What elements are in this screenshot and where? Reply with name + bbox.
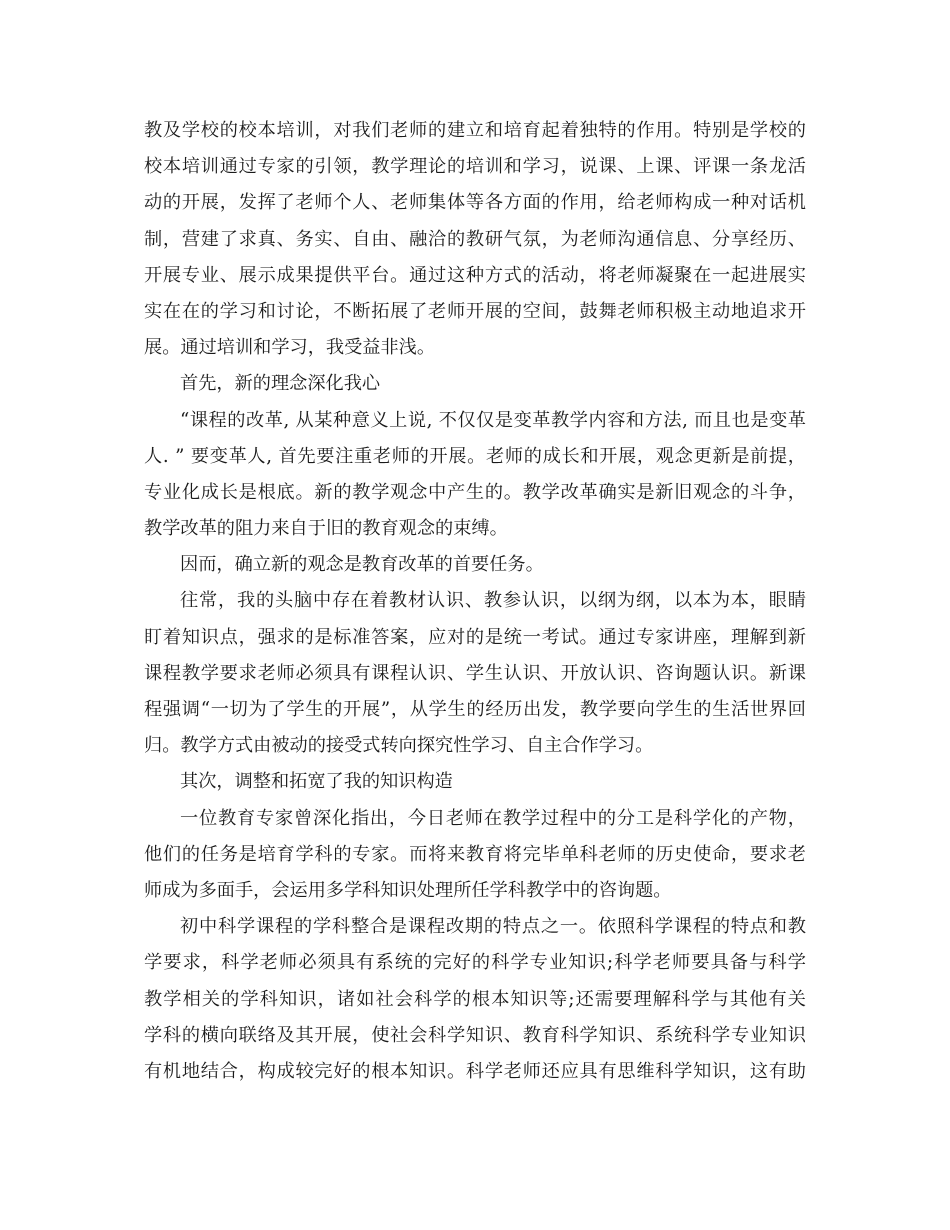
text-line: 师成为多面手，会运用多学科知识处理所任学科教学中的咨询题。	[144, 879, 672, 901]
text-line: 学科的横向联络及其开展，使社会科学知识、教育科学知识、系统科学专业知识	[144, 1024, 806, 1046]
text-line: 因而，确立新的观念是教育改革的首要任务。	[180, 554, 544, 576]
text-line: 其次，调整和拓宽了我的知识构造	[180, 771, 453, 793]
text-line: 初中科学课程的学科整合是课程改期的特点之一。依照科学课程的特点和教	[180, 916, 806, 938]
text-line: 教学改革的阻力来自于旧的教育观念的束缚。	[144, 518, 508, 540]
text-line: 学要求，科学老师必须具有系统的完好的科学专业知识;科学老师要具备与科学	[144, 952, 806, 974]
text-line: 往常，我的头脑中存在着教材认识、教参认识，以纲为纲，以本为本，眼睛	[180, 590, 806, 612]
text-line: 归。教学方式由被动的接受式转向探究性学习、自主合作学习。	[144, 735, 654, 757]
text-line: 一位教育专家曾深化指出，今日老师在教学过程中的分工是科学化的产物，	[180, 807, 806, 829]
text-line: 制，营建了求真、务实、自由、融洽的教研气氛，为老师沟通信息、分享经历、	[144, 228, 806, 250]
text-line: 他们的任务是培育学科的专家。而将来教育将完毕单科老师的历史使命，要求老	[144, 843, 806, 865]
document-body	[144, 113, 806, 1090]
text-line: 开展专业、展示成果提供平台。通过这种方式的活动，将老师凝聚在一起进展实	[144, 264, 806, 286]
text-line: 教及学校的校本培训，对我们老师的建立和培育起着独特的作用。特别是学校的	[144, 120, 806, 141]
text-line: 首先，新的理念深化我心	[180, 373, 381, 395]
text-line: 校本培训通过专家的引领，教学理论的培训和学习，说课、上课、评课一条龙活	[144, 156, 806, 178]
text-line: “课程的改革, 从某种意义上说, 不仅仅是变革教学内容和方法, 而且也是变革	[180, 409, 806, 431]
text-line: 专业化成长是根底。新的教学观念中产生的。教学改革确实是新旧观念的斗争，	[144, 481, 806, 503]
text-line: 盯着知识点，强求的是标准答案，应对的是统一考试。通过专家讲座，理解到新	[144, 626, 806, 648]
text-line: 程强调“一切为了学生的开展”，从学生的经历出发，教学要向学生的生活世界回	[144, 699, 806, 720]
text-line: 课程教学要求老师必须具有课程认识、学生认识、开放认识、咨询题认识。新课	[144, 662, 806, 684]
text-line: 展。通过培训和学习，我受益非浅。	[144, 337, 436, 359]
text-line: 有机地结合，构成较完好的根本知识。科学老师还应具有思维科学知识，这有助	[144, 1060, 806, 1082]
text-line: 教学相关的学科知识，诸如社会科学的根本知识等;还需要理解科学与其他有关	[144, 988, 806, 1010]
text-line: 动的开展，发挥了老师个人、老师集体等各方面的作用，给老师构成一种对话机	[144, 192, 806, 214]
text-line: 人. ” 要变革人, 首先要注重老师的开展。老师的成长和开展，观念更新是前提，	[144, 445, 806, 467]
text-line: 实在在的学习和讨论，不断拓展了老师开展的空间，鼓舞老师积极主动地追求开	[144, 300, 806, 322]
